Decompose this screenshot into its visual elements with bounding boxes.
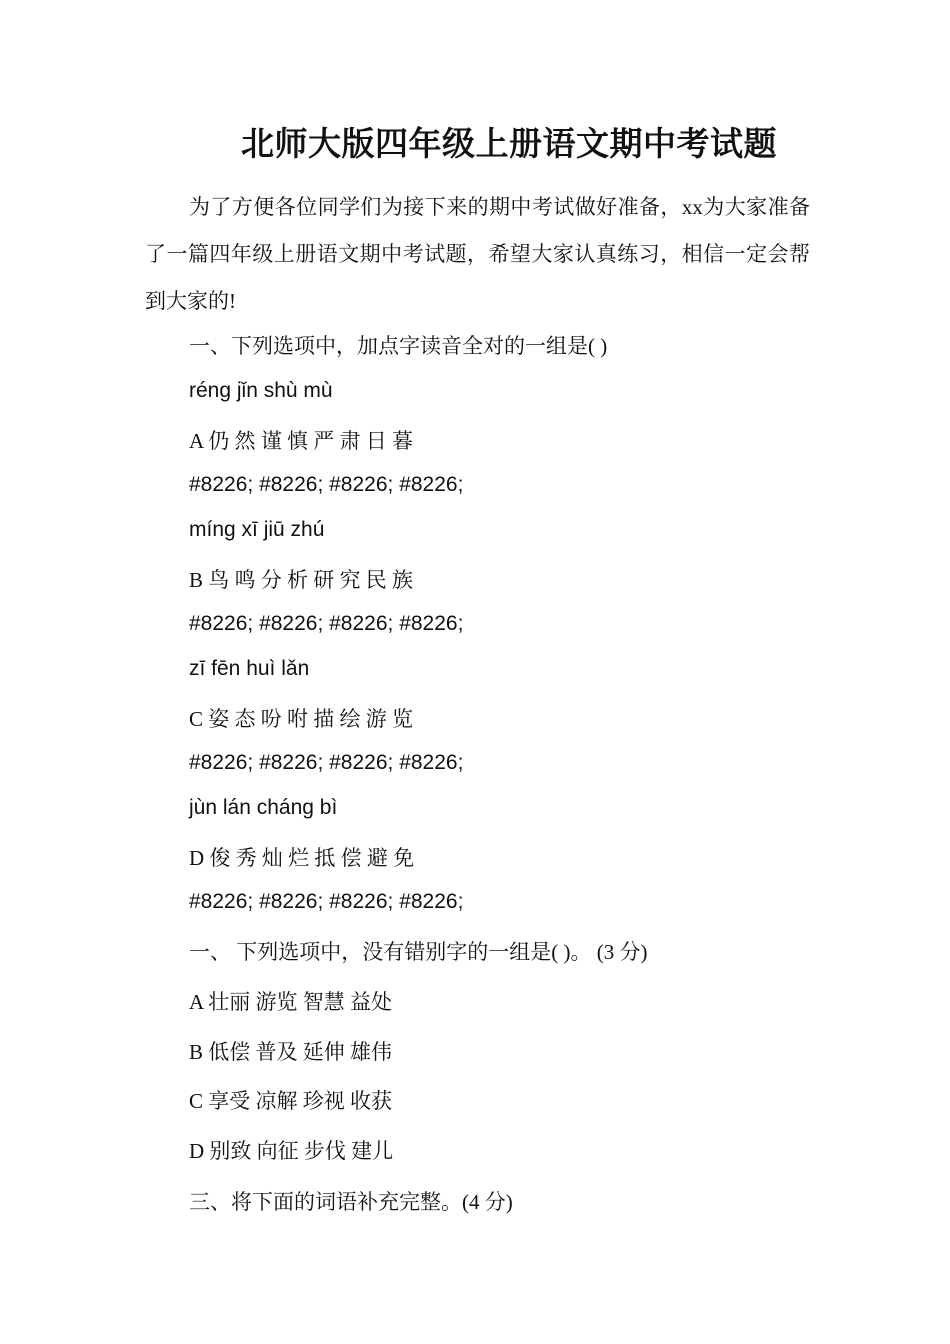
q1-pinyin-c: zī fēn huì lǎn xyxy=(189,657,310,680)
q1-pinyin-d: jùn lán cháng bì xyxy=(189,796,338,819)
q1-dots-b: #8226; #8226; #8226; #8226; xyxy=(189,612,464,635)
q1-option-a: A 仍 然 谨 慎 严 肃 日 暮 xyxy=(189,429,414,453)
q1-pinyin-a: réng jǐn shù mù xyxy=(189,379,333,402)
question-3-heading: 三、将下面的词语补充完整。(4 分) xyxy=(189,1190,513,1214)
intro-paragraph: 为了方便各位同学们为接下来的期中考试做好准备，xx为大家准备了一篇四年级上册语文期中考试题，希望大家认真练习，相信一定会帮到大家的! xyxy=(145,195,810,313)
q1-dots-d: #8226; #8226; #8226; #8226; xyxy=(189,890,464,913)
q1-option-c: C 姿 态 吩 咐 描 绘 游 览 xyxy=(189,707,414,731)
document-title: 北师大版四年级上册语文期中考试题 xyxy=(241,127,777,163)
question-2-heading: 一、 下列选项中，没有错别字的一组是( )。 (3 分) xyxy=(189,940,648,964)
q2-option-d: D 别致 向征 步伐 建儿 xyxy=(189,1139,394,1163)
q1-dots-a: #8226; #8226; #8226; #8226; xyxy=(189,473,464,496)
q2-option-c: C 享受 凉解 珍视 收获 xyxy=(189,1089,393,1113)
q1-option-b: B 鸟 鸣 分 析 研 究 民 族 xyxy=(189,568,414,592)
q1-dots-c: #8226; #8226; #8226; #8226; xyxy=(189,751,464,774)
q1-pinyin-b: míng xī jiū zhú xyxy=(189,518,325,541)
question-1-heading: 一、下列选项中，加点字读音全对的一组是( ) xyxy=(189,334,608,358)
q1-option-d: D 俊 秀 灿 烂 抵 偿 避 免 xyxy=(189,846,415,870)
q2-option-b: B 低偿 普及 延伸 雄伟 xyxy=(189,1040,393,1064)
q2-option-a: A 壮丽 游览 智慧 益处 xyxy=(189,990,393,1014)
